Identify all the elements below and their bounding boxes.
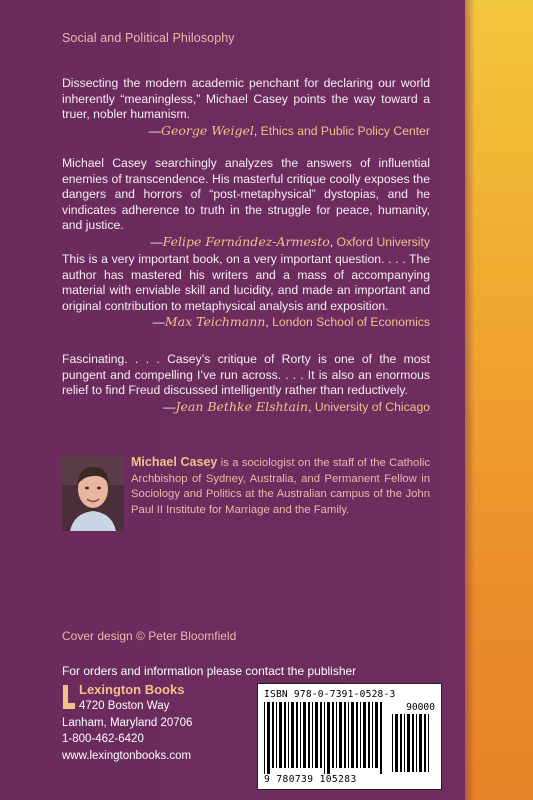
barcode-bar bbox=[284, 702, 286, 768]
author-photo bbox=[62, 455, 124, 531]
barcode-addon-number: 90000 bbox=[406, 702, 435, 713]
author-bio bbox=[131, 455, 430, 518]
barcode-bar bbox=[360, 702, 361, 768]
barcode-bar bbox=[400, 714, 402, 772]
barcode-bar bbox=[419, 714, 422, 772]
blurb-text: Fascinating. . . . Casey’s critique of Rorty is one of the most pungent and compelling I’ve run across. . . . It is also an enormous relief to find Freud discussed intelligently rather than reductively. bbox=[62, 352, 430, 398]
barcode-bar bbox=[424, 714, 426, 772]
barcode-bar bbox=[315, 702, 318, 768]
barcode-bar bbox=[332, 702, 334, 768]
isbn-text: ISBN 978-0-7391-0528-3 bbox=[264, 689, 396, 700]
blurb-text: Dissecting the modern academic penchant for declaring our world inherently “meaningless,” Michael Casey points the way toward a truer, nobler humanism. bbox=[62, 76, 430, 122]
blurb-text: Michael Casey searchingly analyzes the answers of influential enemies of transcendence. His masterful critique coolly exposes the dangers and horrors of “post-metaphysical” dystopias, and he vindicates adherence to truth in the struggle for peace, humanity, and justice. bbox=[62, 156, 430, 233]
barcode-bar bbox=[279, 702, 282, 768]
barcode-bar bbox=[375, 702, 378, 768]
barcode-bar bbox=[344, 702, 346, 768]
barcode-bar bbox=[324, 702, 325, 774]
ean-digits: 9 780739 105283 bbox=[264, 774, 357, 785]
barcode-bar bbox=[296, 702, 298, 768]
blurb-attribution: —Max Teichmann, London School of Economics bbox=[152, 314, 430, 330]
author-name: Michael Casey bbox=[131, 455, 218, 469]
barcode-bar bbox=[291, 702, 294, 768]
lexington-logo-icon bbox=[62, 684, 76, 710]
barcode-bar bbox=[407, 714, 410, 772]
barcode-bar bbox=[395, 714, 398, 772]
barcode-bar bbox=[264, 702, 265, 774]
barcode-bar bbox=[308, 702, 310, 768]
barcode-bar bbox=[363, 702, 366, 768]
barcode-bar bbox=[428, 714, 429, 772]
reviewer-org: Oxford University bbox=[336, 234, 430, 249]
publisher-name: Lexington Books bbox=[79, 681, 185, 697]
barcode-addon-bars bbox=[392, 714, 434, 772]
barcode-bar bbox=[351, 702, 354, 768]
review-blurb bbox=[62, 76, 430, 139]
barcode-bar bbox=[412, 714, 414, 772]
category-label: Social and Political Philosophy bbox=[62, 31, 235, 45]
reviewer-signature: Jean Bethke Elshtain bbox=[175, 398, 309, 414]
publisher-address-line2: Lanham, Maryland 20706 bbox=[62, 716, 193, 729]
barcode-bar bbox=[336, 702, 337, 768]
reviewer-signature: George Weigel bbox=[160, 122, 254, 138]
review-blurb bbox=[62, 156, 430, 251]
barcode-bar bbox=[380, 702, 382, 774]
reviewer-org: Ethics and Public Policy Center bbox=[260, 123, 430, 138]
barcode-bar bbox=[312, 702, 313, 768]
barcode-bar bbox=[356, 702, 358, 768]
cover-design-credit: Cover design © Peter Bloomfield bbox=[62, 629, 237, 643]
barcode-bar bbox=[267, 702, 270, 774]
publisher-website: www.lexingtonbooks.com bbox=[62, 749, 192, 762]
author-bio-text: is a sociologist on the staff of the Catholic Archbishop of Sydney, Australia, and Permanent Fellow in Sociology and Politics at the Australian campus of the John Paul II Institute for Marriage and the Family. bbox=[131, 457, 430, 516]
barcode-bar bbox=[404, 714, 405, 772]
barcode-bar bbox=[368, 702, 370, 768]
barcode-bars bbox=[264, 702, 388, 774]
barcode-bar bbox=[327, 702, 330, 774]
blurb-text: This is a very important book, on a very important question. . . . The author has mastered his writers and a mass of accompanying material with enviable skill and lucidity, and made an important and original contribution to metaphysical analysis and exposition. bbox=[62, 252, 430, 313]
reviewer-signature: Max Teichmann bbox=[164, 314, 266, 330]
publisher-phone: 1-800-462-6420 bbox=[62, 733, 144, 745]
barcode-bar bbox=[372, 702, 373, 768]
blurb-attribution: —Felipe Fernández-Armesto, Oxford University bbox=[150, 233, 430, 249]
reviewer-org: University of Chicago bbox=[314, 399, 430, 414]
reviewer-org: London School of Economics bbox=[272, 315, 430, 330]
isbn-barcode bbox=[257, 683, 442, 790]
publisher-details bbox=[79, 682, 184, 715]
barcode-bar bbox=[392, 714, 393, 772]
blurb-attribution: —George Weigel, Ethics and Public Policy Center bbox=[148, 122, 430, 138]
barcode-bar bbox=[276, 702, 277, 768]
spine-strip bbox=[465, 0, 533, 800]
orders-line: For orders and information please contact the publisher bbox=[62, 664, 357, 678]
barcode-bar bbox=[303, 702, 306, 768]
blurb-attribution: —Jean Bethke Elshtain, University of Chicago bbox=[163, 398, 430, 414]
barcode-bar bbox=[339, 702, 342, 768]
review-blurb bbox=[62, 352, 430, 415]
publisher-address-line1: 4720 Boston Way bbox=[79, 700, 170, 712]
barcode-bar bbox=[288, 702, 289, 768]
reviewer-signature: Felipe Fernández-Armesto bbox=[162, 233, 330, 249]
review-blurb bbox=[62, 252, 430, 331]
barcode-bar bbox=[272, 702, 274, 768]
barcode-bar bbox=[300, 702, 301, 768]
barcode-bar bbox=[348, 702, 349, 768]
barcode-bar bbox=[320, 702, 322, 768]
barcode-bar bbox=[416, 714, 417, 772]
